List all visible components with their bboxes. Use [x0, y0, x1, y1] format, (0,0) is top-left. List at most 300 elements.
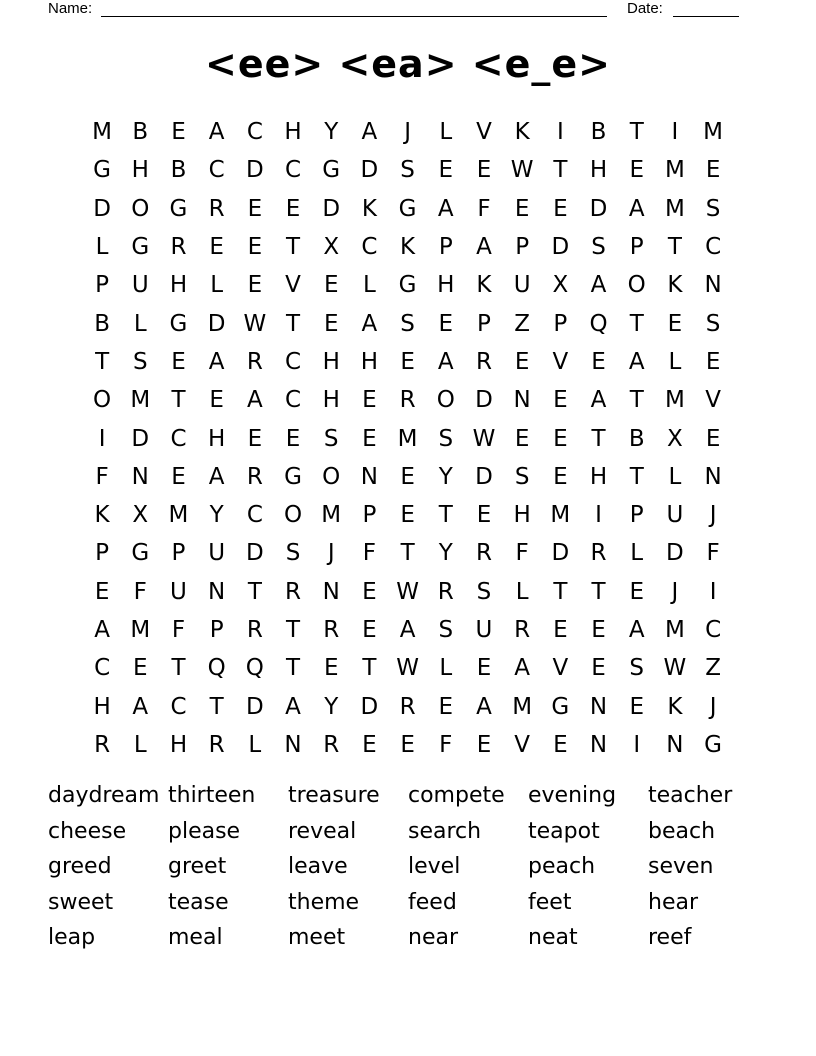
grid-letter: T	[667, 234, 682, 261]
word-bank	[48, 781, 768, 959]
grid-letter: L	[515, 578, 529, 605]
grid-letter: E	[362, 731, 377, 758]
grid-letter: E	[94, 578, 110, 605]
grid-letter: G	[169, 195, 188, 222]
grid-letter: D	[551, 540, 570, 567]
name-label: Name:	[48, 0, 93, 17]
grid-letter: E	[553, 463, 568, 490]
grid-letter: T	[591, 425, 606, 452]
grid-letter: T	[591, 578, 606, 605]
grid-letter: O	[627, 272, 646, 299]
grid-letter: E	[705, 425, 721, 452]
grid-letter: T	[286, 310, 301, 337]
grid-letter: A	[437, 195, 454, 222]
grid-letter: A	[361, 310, 378, 337]
grid-letter: F	[439, 731, 453, 758]
grid-letter: S	[514, 463, 530, 490]
grid-letter: M	[664, 195, 685, 222]
grid-letter: D	[551, 234, 570, 261]
grid-letter: E	[553, 387, 568, 414]
grid-letter: M	[321, 502, 342, 529]
grid-letter: Y	[438, 540, 453, 567]
grid-letter: C	[170, 425, 187, 452]
grid-letter: A	[361, 119, 378, 146]
grid-row	[83, 381, 733, 419]
grid-letter: J	[709, 502, 717, 529]
grid-letter: N	[360, 463, 379, 490]
grid-letter: N	[666, 731, 684, 758]
grid-letter: I	[98, 425, 106, 452]
word-bank-item: peach	[528, 854, 596, 879]
grid-letter: P	[438, 234, 453, 261]
grid-letter: M	[168, 502, 189, 529]
grid-letter: Y	[324, 119, 339, 146]
grid-letter: T	[629, 463, 644, 490]
word-bank-item: feed	[408, 889, 457, 915]
grid-letter: B	[94, 310, 110, 337]
grid-letter: T	[171, 387, 186, 414]
word-bank-item: search	[408, 818, 482, 844]
grid-letter: K	[514, 119, 530, 146]
word-bank-item: neat	[528, 925, 578, 950]
word-bank-item: treasure	[288, 783, 380, 808]
grid-letter: E	[247, 195, 263, 222]
grid-letter: Q	[589, 310, 608, 337]
grid-letter: E	[476, 731, 492, 758]
grid-letter: W	[510, 157, 534, 184]
word-bank-item: reveal	[288, 818, 357, 844]
grid-letter: E	[133, 655, 148, 682]
grid-letter: C	[705, 617, 722, 643]
grid-letter: R	[246, 617, 263, 643]
grid-letter: V	[476, 119, 492, 146]
grid-letter: H	[284, 119, 302, 146]
grid-letter: N	[704, 463, 722, 490]
grid-letter: S	[132, 348, 148, 375]
grid-letter: D	[93, 195, 111, 222]
grid-letter: E	[514, 195, 530, 222]
grid-letter: X	[132, 502, 149, 529]
grid-letter: L	[668, 348, 682, 375]
grid-letter: I	[709, 578, 717, 605]
grid-letter: V	[514, 731, 531, 758]
grid-letter: A	[476, 693, 492, 720]
grid-letter: E	[362, 425, 377, 452]
grid-letter: H	[513, 502, 531, 529]
grid-letter: G	[322, 157, 341, 184]
grid-letter: T	[95, 348, 110, 375]
word-bank-item: compete	[408, 783, 505, 808]
grid-letter: Z	[514, 310, 531, 337]
grid-letter: R	[475, 348, 492, 375]
grid-letter: P	[629, 234, 644, 261]
name-blank-line[interactable]	[101, 16, 607, 17]
grid-letter: T	[629, 119, 644, 146]
grid-letter: U	[208, 540, 226, 567]
grid-letter: E	[285, 195, 301, 222]
word-bank-item: teapot	[528, 818, 600, 844]
grid-letter: H	[169, 272, 188, 299]
grid-letter: U	[170, 578, 187, 605]
grid-letter: T	[209, 693, 224, 720]
grid-letter: F	[95, 463, 109, 490]
grid-letter: Z	[705, 655, 721, 682]
grid-letter: D	[666, 540, 684, 567]
grid-letter: E	[209, 387, 224, 414]
grid-letter: P	[515, 234, 530, 261]
grid-letter: Q	[207, 655, 226, 682]
word-bank-item: beach	[648, 818, 716, 844]
word-bank-item: level	[408, 854, 461, 879]
grid-letter: L	[133, 731, 147, 758]
grid-letter: E	[667, 310, 683, 337]
grid-letter: U	[475, 617, 493, 643]
grid-letter: W	[396, 578, 419, 605]
grid-letter: M	[512, 693, 533, 720]
grid-letter: L	[439, 119, 453, 146]
grid-letter: U	[131, 272, 149, 299]
grid-letter: R	[590, 540, 607, 567]
grid-letter: T	[553, 578, 568, 605]
grid-letter: A	[399, 617, 416, 643]
grid-letter: L	[630, 540, 644, 567]
grid-letter: O	[283, 502, 303, 529]
grid-letter: J	[671, 578, 679, 605]
grid-letter: Y	[324, 693, 339, 720]
grid-letter: A	[628, 195, 645, 222]
grid-letter: E	[171, 463, 186, 490]
grid-letter: C	[361, 234, 378, 261]
grid-row	[83, 343, 733, 381]
grid-letter: W	[472, 425, 496, 452]
word-bank-item: meet	[288, 925, 346, 950]
grid-letter: D	[207, 310, 226, 337]
grid-letter: Y	[438, 463, 453, 490]
grid-row	[83, 190, 733, 228]
grid-letter: S	[476, 578, 492, 605]
grid-letter: E	[591, 348, 606, 375]
grid-letter: J	[404, 119, 411, 146]
grid-letter: U	[666, 502, 684, 529]
grid-letter: E	[476, 502, 492, 529]
grid-letter: B	[590, 119, 607, 146]
grid-letter: E	[362, 617, 377, 643]
grid-letter: N	[589, 731, 608, 758]
grid-row	[83, 534, 733, 572]
grid-letter: E	[553, 617, 568, 643]
grid-letter: T	[286, 617, 301, 643]
grid-letter: E	[514, 348, 530, 375]
word-bank-item: leap	[48, 925, 96, 950]
grid-letter: E	[247, 425, 263, 452]
grid-letter: M	[397, 425, 418, 452]
grid-letter: E	[705, 348, 721, 375]
word-bank-item: evening	[528, 783, 617, 808]
grid-letter: Q	[245, 655, 264, 682]
grid-letter: G	[131, 540, 150, 567]
grid-letter: L	[362, 272, 376, 299]
grid-letter: S	[705, 310, 721, 337]
grid-letter: D	[475, 463, 493, 490]
word-bank-item: teacher	[648, 783, 733, 808]
grid-letter: T	[400, 540, 415, 567]
grid-letter: R	[323, 731, 340, 758]
grid-letter: T	[438, 502, 453, 529]
grid-letter: A	[590, 272, 607, 299]
grid-letter: I	[671, 119, 679, 146]
grid-letter: D	[589, 195, 608, 222]
grid-letter: H	[437, 272, 455, 299]
grid-letter: E	[209, 234, 224, 261]
grid-letter: G	[131, 234, 150, 261]
grid-letter: T	[286, 655, 301, 682]
grid-letter: R	[208, 195, 225, 222]
grid-letter: G	[551, 693, 570, 720]
grid-row	[83, 687, 733, 725]
grid-letter: W	[663, 655, 687, 682]
date-label: Date:	[627, 0, 663, 17]
grid-letter: E	[400, 348, 415, 375]
grid-letter: T	[629, 387, 644, 414]
grid-letter: F	[706, 540, 720, 567]
grid-letter: T	[171, 655, 186, 682]
grid-letter: E	[476, 655, 492, 682]
word-bank-item: near	[408, 925, 459, 950]
grid-letter: P	[95, 272, 110, 299]
grid-letter: A	[94, 617, 110, 643]
grid-letter: M	[703, 119, 724, 146]
grid-letter: G	[398, 195, 417, 222]
grid-letter: M	[664, 387, 685, 414]
grid-letter: H	[169, 731, 188, 758]
grid-letter: I	[595, 502, 602, 529]
grid-letter: L	[133, 310, 147, 337]
grid-letter: E	[171, 348, 186, 375]
grid-letter: R	[94, 731, 111, 758]
grid-row	[83, 419, 733, 457]
grid-letter: K	[400, 234, 416, 261]
grid-letter: D	[245, 157, 264, 184]
grid-letter: F	[477, 195, 491, 222]
grid-letter: M	[550, 502, 571, 529]
grid-letter: H	[360, 348, 379, 375]
grid-row	[83, 458, 733, 496]
grid-letter: D	[322, 195, 341, 222]
grid-letter: C	[285, 157, 302, 184]
grid-letter: N	[284, 731, 302, 758]
grid-letter: P	[95, 540, 110, 567]
grid-letter: C	[208, 157, 225, 184]
grid-letter: K	[667, 272, 683, 299]
grid-letter: K	[667, 693, 683, 720]
grid-letter: P	[629, 502, 644, 529]
grid-letter: X	[552, 272, 569, 299]
grid-letter: P	[553, 310, 568, 337]
grid-letter: X	[323, 234, 340, 261]
grid-letter: E	[476, 157, 492, 184]
grid-letter: C	[246, 119, 263, 146]
grid-letter: M	[664, 617, 685, 643]
grid-letter: E	[285, 425, 301, 452]
grid-letter: O	[93, 387, 112, 414]
grid-letter: R	[208, 731, 225, 758]
grid-letter: E	[553, 731, 568, 758]
grid-letter: T	[362, 655, 377, 682]
grid-letter: S	[629, 655, 645, 682]
word-bank-item: tease	[168, 889, 229, 915]
grid-letter: A	[514, 655, 531, 682]
grid-letter: I	[556, 119, 564, 146]
grid-letter: C	[170, 693, 187, 720]
grid-letter: H	[589, 157, 608, 184]
word-bank-item: meal	[168, 925, 223, 950]
grid-letter: H	[589, 463, 608, 490]
word-bank-item: sweet	[48, 889, 114, 915]
word-bank-item: hear	[648, 889, 699, 915]
grid-letter: W	[396, 655, 419, 682]
grid-letter: E	[171, 119, 186, 146]
word-bank-item: cheese	[48, 818, 127, 844]
header	[0, 0, 816, 18]
grid-row	[83, 266, 733, 304]
grid-letter: E	[400, 463, 415, 490]
grid-letter: D	[360, 157, 379, 184]
grid-letter: E	[629, 157, 644, 184]
grid-letter: E	[362, 387, 377, 414]
grid-row	[83, 496, 733, 534]
grid-letter: A	[132, 693, 149, 720]
grid-letter: E	[591, 655, 606, 682]
grid-letter: J	[327, 540, 335, 567]
grid-letter: E	[629, 578, 644, 605]
grid-row	[83, 726, 733, 764]
grid-letter: T	[629, 310, 644, 337]
grid-letter: U	[513, 272, 531, 299]
grid-letter: S	[285, 540, 301, 567]
grid-letter: R	[285, 578, 302, 605]
grid-letter: S	[591, 234, 606, 261]
grid-letter: L	[95, 234, 109, 261]
grid-letter: S	[400, 157, 415, 184]
letter-grid	[83, 113, 733, 764]
grid-letter: G	[284, 463, 302, 490]
grid-letter: H	[322, 348, 340, 375]
grid-letter: A	[476, 234, 492, 261]
grid-letter: G	[398, 272, 417, 299]
grid-letter: P	[171, 540, 186, 567]
grid-letter: O	[131, 195, 150, 222]
grid-letter: A	[590, 387, 607, 414]
grid-letter: F	[362, 540, 377, 567]
grid-letter: C	[94, 655, 111, 682]
grid-letter: T	[286, 234, 301, 261]
grid-letter: E	[553, 195, 568, 222]
grid-row	[83, 113, 733, 151]
grid-letter: N	[704, 272, 722, 299]
grid-letter: E	[400, 731, 415, 758]
grid-letter: Y	[209, 502, 224, 529]
grid-row	[83, 228, 733, 266]
grid-letter: F	[515, 540, 529, 567]
grid-letter: A	[208, 348, 225, 375]
grid-letter: E	[247, 272, 263, 299]
grid-letter: N	[322, 578, 340, 605]
grid-letter: D	[131, 425, 150, 452]
grid-letter: E	[438, 157, 454, 184]
grid-letter: G	[704, 731, 722, 758]
grid-letter: R	[246, 463, 263, 490]
grid-letter: E	[247, 234, 263, 261]
grid-letter: H	[208, 425, 226, 452]
grid-letter: K	[361, 195, 377, 222]
grid-letter: J	[709, 693, 717, 720]
grid-letter: N	[513, 387, 531, 414]
grid-letter: E	[323, 655, 339, 682]
word-bank-item: leave	[288, 854, 348, 879]
grid-letter: F	[171, 617, 186, 643]
grid-letter: T	[247, 578, 262, 605]
grid-letter: A	[437, 348, 454, 375]
grid-letter: E	[705, 157, 721, 184]
word-bank-item: greed	[48, 854, 112, 879]
grid-letter: M	[92, 119, 113, 146]
grid-letter: L	[668, 463, 682, 490]
grid-letter: E	[438, 310, 454, 337]
grid-letter: R	[399, 387, 416, 414]
grid-letter: S	[400, 310, 415, 337]
grid-letter: B	[170, 157, 187, 184]
grid-letter: C	[285, 387, 302, 414]
grid-letter: P	[209, 617, 224, 643]
grid-letter: P	[362, 502, 377, 529]
grid-letter: H	[131, 157, 149, 184]
grid-letter: N	[208, 578, 226, 605]
grid-letter: S	[438, 617, 454, 643]
grid-letter: O	[436, 387, 455, 414]
grid-letter: S	[323, 425, 339, 452]
grid-letter: R	[399, 693, 416, 720]
grid-letter: R	[170, 234, 187, 261]
word-bank-item: seven	[648, 854, 714, 879]
grid-letter: R	[437, 578, 454, 605]
grid-letter: G	[93, 157, 111, 184]
grid-row	[83, 304, 733, 342]
grid-letter: C	[285, 348, 302, 375]
grid-letter: O	[322, 463, 341, 490]
grid-letter: I	[633, 731, 641, 758]
grid-letter: G	[169, 310, 188, 337]
grid-letter: V	[285, 272, 301, 299]
grid-letter: X	[667, 425, 683, 452]
grid-letter: N	[131, 463, 149, 490]
page-title: <ee> <ea> <e_e>	[204, 42, 611, 86]
word-bank-item: theme	[288, 889, 360, 915]
grid-letter: R	[514, 617, 531, 643]
grid-letter: B	[132, 119, 149, 146]
grid-letter: L	[248, 731, 262, 758]
grid-letter: L	[439, 655, 453, 682]
grid-letter: C	[246, 502, 263, 529]
grid-letter: A	[628, 348, 645, 375]
grid-letter: D	[360, 693, 379, 720]
grid-letter: F	[133, 578, 147, 605]
grid-letter: E	[591, 617, 606, 643]
grid-letter: E	[438, 693, 454, 720]
grid-letter: V	[552, 348, 569, 375]
grid-letter: M	[130, 387, 151, 414]
grid-letter: E	[629, 693, 644, 720]
date-blank-line[interactable]	[673, 16, 739, 17]
